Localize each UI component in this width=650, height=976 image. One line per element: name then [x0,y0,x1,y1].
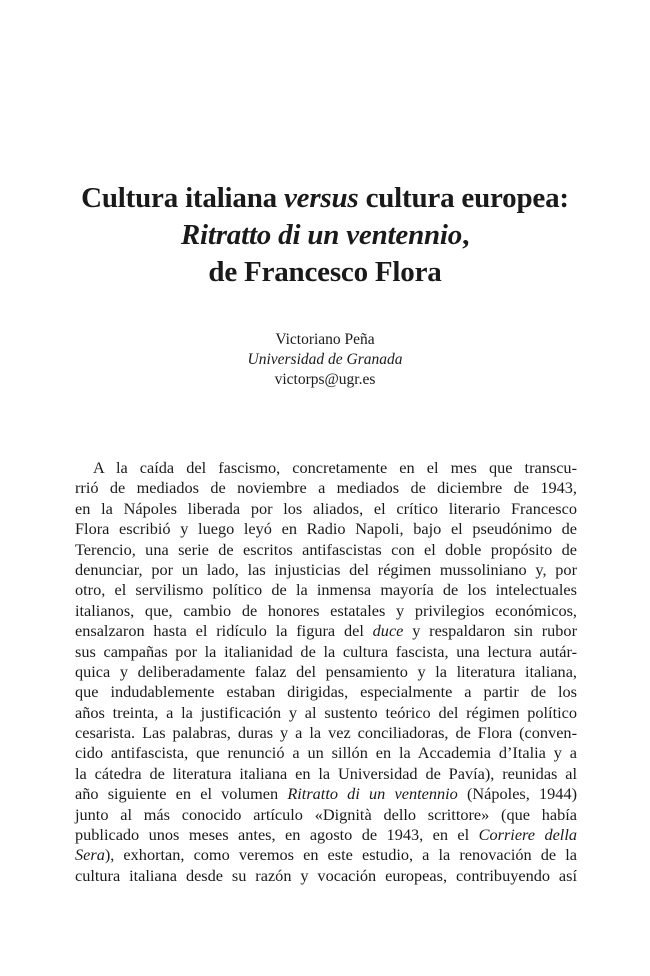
body-line: cesarista. Las palabras, duras y a la vez conciliadoras, de Flora (conven- [75,723,577,743]
author-email: victorps@ugr.es [274,371,376,388]
body-line: cultura italiana desde su razón y vocación europeas, contribuyendo así [75,865,577,885]
article-title [40,180,610,291]
body-text: año siguiente en el volumen [75,784,288,804]
body-line: rrió de mediados de noviembre a mediados de diciembre de 1943, [75,478,577,498]
author-block [75,330,575,390]
body-paragraph [75,458,577,886]
body-line: cido antifascista, que renunció a un sillón en la Accademia d’Italia y a [75,743,577,763]
body-text: ensalzaron hasta el ridículo la figura del [75,621,373,641]
title-italic-work: Ritratto di un ventennio [180,219,463,251]
body-line: años treinta, a la justificación y al sustento teórico del régimen político [75,702,577,722]
title-line-1 [40,180,610,217]
body-text: publicado unos meses antes, en agosto de 1943, en el [75,825,479,845]
body-text: ), exhortan, como veremos en este estudio, a la renovación de la [104,845,577,865]
body-line: la cátedra de literatura italiana en la Universidad de Pavía), reunidas al [75,763,577,783]
title-text: cultura europea: [358,182,569,214]
body-line: Terencio, una serie de escritos antifascistas con el doble propósito de [75,539,577,559]
body-line [75,621,577,641]
title-text: , [462,219,470,251]
body-line: Flora escribió y luego leyó en Radio Napoli, bajo el pseudónimo de [75,519,577,539]
body-italic: Corriere della [478,825,577,845]
body-line: A la caída del fascismo, concretamente en el mes que transcu- [93,458,577,477]
body-line: junto al más conocido artículo «Dignità dello scrittore» (que había [75,804,577,824]
body-line [75,825,577,845]
body-line: denunciar, por un lado, las injusticias del régimen mussoliniano y, por [75,559,577,579]
body-line: que indudablemente estaban dirigidas, especialmente a partir de los [75,682,577,702]
body-line: en la Nápoles liberada por los aliados, el crítico literario Francesco [75,498,577,518]
body-line: sus campañas por la italianidad de la cultura fascista, una lectura autár- [75,641,577,661]
body-text: y respaldaron sin rubor [403,621,577,641]
body-line [75,845,577,865]
title-line-3: de Francesco Flora [208,256,442,288]
body-text: (Nápoles, 1944) [457,784,578,804]
body-line [75,784,577,804]
author-name: Victoriano Peña [275,331,375,348]
body-italic: duce [372,621,404,641]
body-line: italianos, que, cambio de honores estatales y privilegios económicos, [75,600,577,620]
body-line: otro, el servilismo político de la inmensa mayoría de los intelectuales [75,580,577,600]
body-italic: Sera [75,845,105,865]
author-affiliation: Universidad de Granada [247,351,403,368]
title-italic-versus: versus [283,182,359,214]
title-line-2 [40,217,610,254]
title-text: Cultura italiana [81,182,284,214]
body-line: quica y deliberadamente falaz del pensamiento y la literatura italiana, [75,661,577,681]
body-italic: Ritratto di un ventennio [287,784,458,804]
